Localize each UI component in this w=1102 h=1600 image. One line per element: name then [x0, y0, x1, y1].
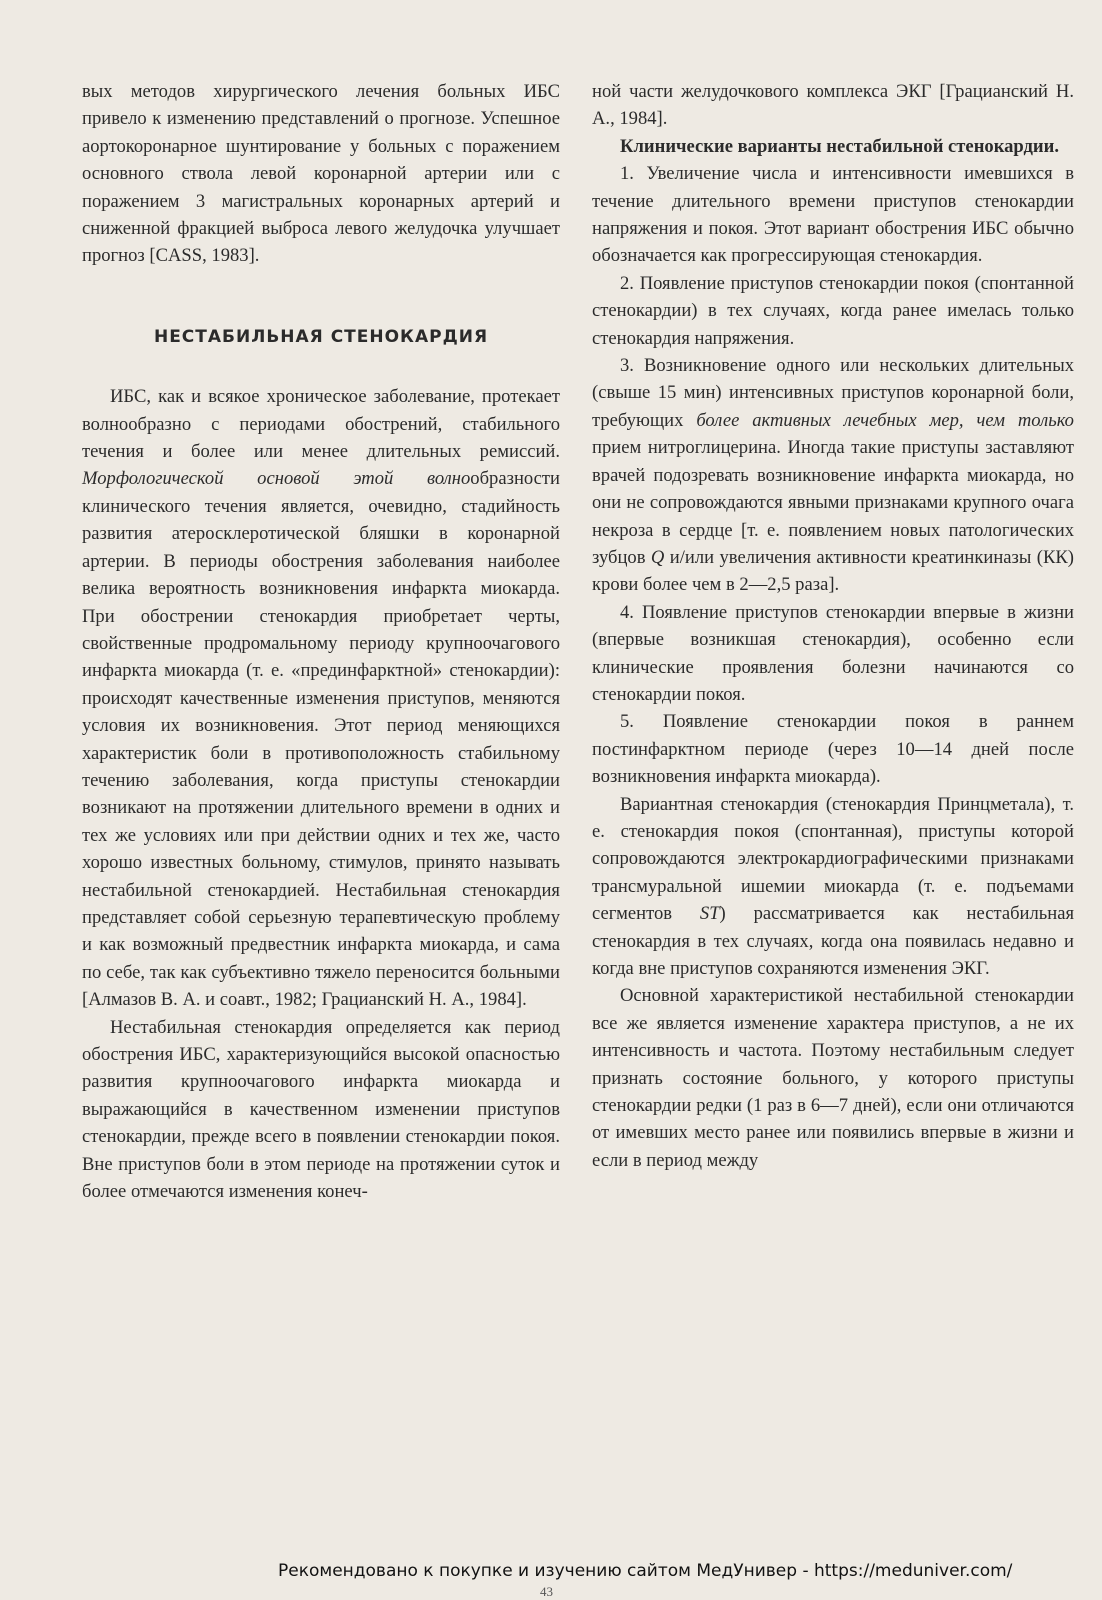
footer-recommendation: Рекомендовано к покупке и изучению сайтом МедУнивер - https://meduniver.com/ — [278, 1561, 1013, 1581]
variant-item-5: 5. Появление стенокардии покоя в раннем постинфарктном периоде (через 10—14 дней после возникновения инфаркта миокарда). — [592, 711, 1074, 788]
text-span: ) рассматривается как нестабильная стенокардия в тех случаях, когда она появилась недавно и когда вне приступов сохраняются изменения ЭКГ. — [592, 903, 1074, 979]
italic-span: Q — [650, 546, 665, 568]
italic-span: более активных лечебных мер, чем только — [696, 409, 1074, 431]
left-paragraph-definition: Нестабильная стенокардия определяется как период обострения ИБС, характеризующийся высокой опасностью развития крупноочагового инфаркта миокарда и выражающийся в качественном изменении приступов стенокардии, прежде всего в появлении стенокардии покоя. Вне приступов боли в этом периоде на протяжении суток и более отмечаются изменения конеч- — [82, 1016, 560, 1203]
left-paragraph-ibs — [82, 383, 560, 1013]
subheading-clinical-variants: Клинические варианты нестабильной стенокардии. — [620, 135, 1060, 157]
right-paragraph-main-characteristic: Основной характеристикой нестабильной стенокардии все же является изменение характера приступов, а не их интенсивность и частота. Поэтому нестабильным следует признать состояние больного, у которого приступы стенокардии редки (1 раз в 6—7 дней), если они отличаются от имевших место ранее или появились впервые в жизни и если в период между — [592, 985, 1074, 1171]
right-paragraph-continuation: ной части желудочкового комплекса ЭКГ [Грацианский Н. А., 1984]. — [592, 81, 1074, 130]
italic-span: ST — [699, 903, 720, 925]
text-span: прием нитроглицерина. Иногда такие приступы заставляют врачей подозревать возникновение инфаркта миокарда, но они не сопровождаются явными признаками крупного очага некроза в сердце [т. е. появлением новых патологических зубцов — [592, 437, 1074, 568]
text-span: образности клинического течения является, очевидно, стадийность развития атеросклеротической бляшки в коронарной артерии. В периоды обострения заболевания наиболее велика вероятность возникновения инфаркта миокарда. При обострении стенокардия приобретает черты, свойственные продромальному периоду крупноочагового инфаркта миокарда (т. е. «прединфарктной» стенокардии): происходят качественные изменения приступов, меняются условия их возникновения. Этот период меняющихся характеристик боли в противоположность стабильному течению заболевания, когда приступы стенокардии возникают на протяжении длительного времени в одних и тех же условиях или при действии одних и тех же, часто хорошо известных больному, стимулов, принято называть нестабильной стенокардией. Нестабильная стенокардия представляет собой серьезную терапевтическую проблему и как возможный предвестник инфаркта миокарда, и сама по себе, так как субъективно тяжело переносится больными [Алмазов В. А. и соавт., 1982; Грацианский Н. А., 1984]. — [82, 468, 560, 1011]
variant-item-1: 1. Увеличение числа и интенсивности имевшихся в течение длительного времени приступов стенокардии напряжения и покоя. Этот вариант обострения ИБС обычно обозначается как прогрессирующая стенокардия. — [592, 163, 1074, 267]
variant-item-3 — [592, 352, 1074, 599]
section-heading: НЕСТАБИЛЬНАЯ СТЕНОКАРДИЯ — [153, 326, 489, 347]
page-number: 43 — [540, 1584, 553, 1599]
variant-item-4: 4. Появление приступов стенокардии впервые в жизни (впервые возникшая стенокардия), особенно если клинические проявления болезни начинаются со стенокардии покоя. — [592, 601, 1074, 705]
variant-item-2: 2. Появление приступов стенокардии покоя (спонтанной стенокардии) в тех случаях, когда ранее имелась только стенокардия напряжения. — [592, 272, 1074, 349]
left-paragraph-intro: вых методов хирургического лечения больных ИБС привело к изменению представлений о прогнозе. Успешное аортокоронарное шунтирование у больных с поражением основного ствола левой коронарной артерии или с поражением 3 магистральных коронарных артерий и сниженной фракцией выброса левого желудочка улучшает прогноз [CASS, 1983]. — [82, 81, 560, 267]
italic-span: Морфологической основой этой волно — [82, 468, 471, 490]
right-paragraph-variant-angina — [592, 791, 1074, 983]
text-span: Вариантная стенокардия (стенокардия Принцметала), т. е. стенокардия покоя (спонтанная), приступы которой сопровождаются электрокардиографическими признаками трансмуральной ишемии миокарда (т. е. подъемами сегментов — [592, 793, 1074, 925]
left-column — [82, 78, 560, 1205]
right-column — [592, 78, 1074, 1174]
text-span: и/или увеличения активности креатинкиназы (КК) крови более чем в 2—2,5 раза]. — [592, 546, 1074, 596]
text-span: ИБС, как и всякое хроническое заболевание, протекает волнообразно с периодами обострений, стабильного течения и более или менее длительных ремиссий. — [82, 386, 560, 463]
text-span: 3. Возникновение одного или нескольких длительных (свыше 15 мин) интенсивных приступов коронарной боли, требующих — [592, 355, 1074, 431]
